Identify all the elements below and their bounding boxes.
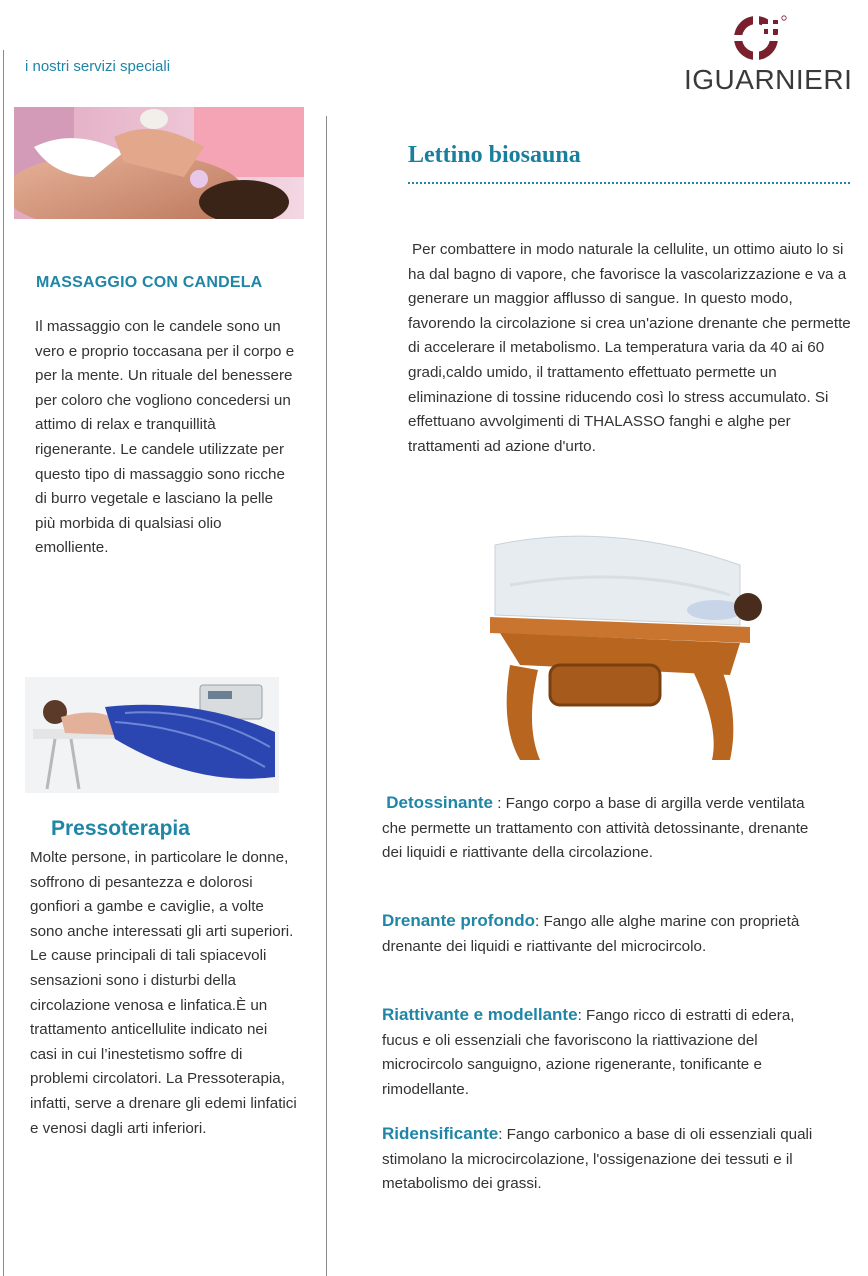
treatment-description: Fango ricco di estratti di edera, fucus e oli essenziali che favoriscono la riattivazione del microcircolo sanguigno, azione rigenerante, tonificante e rimodellante. [382, 1007, 795, 1098]
biosauna-title: Lettino biosauna [408, 142, 581, 168]
candle-massage-photo [14, 107, 304, 219]
treatment-term: Detossinante [386, 793, 493, 812]
left-margin-rule [3, 50, 4, 1276]
treatment-description: Fango corpo a base di argilla verde ventilata che permette un trattamento con attività detossinante, drenante dei liquidi e riattivante della circolazione. [382, 795, 809, 862]
title-underline [408, 182, 850, 184]
treatment-item-detossinante: Detossinante : Fango corpo a base di argilla verde ventilata che permette un trattamento con attività detossinante, drenante dei liquidi e riattivante della circolazione. [382, 793, 809, 862]
biosauna-intro: Per combattere in modo naturale la cellulite, un ottimo aiuto lo si ha dal bagno di vapore, che favorisce la vascolarizzazione e va a generare un maggior afflusso di sangue. In questo modo, favorendo la circolazione si crea un'azione drenante che permette di accelerare il metabolismo. La temperatura varia da 40 ai 60 gradi,caldo umido, il trattamento effettuato permette un eliminazione di tossine riducendo così lo stress accumulato. Si effettuano avvolgimenti di THALASSO fanghi e alghe per trattamenti ad azione d'urto. [408, 241, 851, 455]
brand-logo [684, 10, 853, 98]
brand-name: IGUARNIERI [684, 64, 853, 95]
treatment-item-riattivante: Riattivante e modellante: Fango ricco di estratti di edera, fucus e oli essenziali che favoriscono la riattivazione del microcircolo sanguigno, azione rigenerante, tonificante e rimodellante. [382, 1005, 795, 1098]
column-divider [326, 116, 327, 1276]
pressotherapy-title: Pressoterapia [51, 817, 190, 840]
treatment-description: Fango carbonico a base di oli essenziali quali stimolano la microcircolazione, l'ossigenazione dei tessuti e il metabolismo dei grassi. [382, 1126, 813, 1193]
treatment-term: Drenante profondo [382, 911, 535, 930]
pressotherapy-photo [25, 677, 279, 793]
treatment-term: Riattivante e modellante [382, 1005, 578, 1024]
treatment-item-ridensificante: Ridensificante: Fango carbonico a base di oli essenziali quali stimolano la microcircolazione, l'ossigenazione dei tessuti e il metabolismo dei grassi. [382, 1124, 813, 1193]
massage-text: Il massaggio con le candele sono un vero e proprio toccasana per il corpo e per la mente. Un rituale del benessere per coloro che vogliono concedersi un attimo di relax e tranquillità rigenerante. Le candele utilizzate per questo tipo di massaggio sono ricche di burro vegetale e lasciano la pelle più morbida di qualsiasi olio emolliente. [35, 318, 295, 557]
treatment-term: Ridensificante [382, 1124, 499, 1143]
cross-circle-logo-icon [684, 10, 834, 68]
biosauna-bed-photo [490, 525, 768, 765]
pressotherapy-text: Molte persone, in particolare le donne, soffrono di pesantezza e dolorosi gonfiori a gambe e caviglie, a volte sono anche interessati gli arti superiori. Le cause principali di tali spiacevoli sensazioni sono i disturbi della circolazione venosa e linfatica.È un trattamento anticellulite indicato nei casi in cui l’inestetismo soffre di problemi circolatori. La Pressoterapia, infatti, serve a drenare gli edemi linfatici e venosi dagli arti inferiori. [30, 849, 297, 1137]
treatment-description: Fango alle alghe marine con proprietà drenante dei liquidi e riattivante del microcircolo. [382, 913, 800, 955]
section-label: i nostri servizi speciali [25, 58, 171, 75]
massage-title: MASSAGGIO CON CANDELA [36, 274, 263, 291]
treatment-item-drenante: Drenante profondo: Fango alle alghe marine con proprietà drenante dei liquidi e riattivante del microcircolo. [382, 911, 800, 955]
